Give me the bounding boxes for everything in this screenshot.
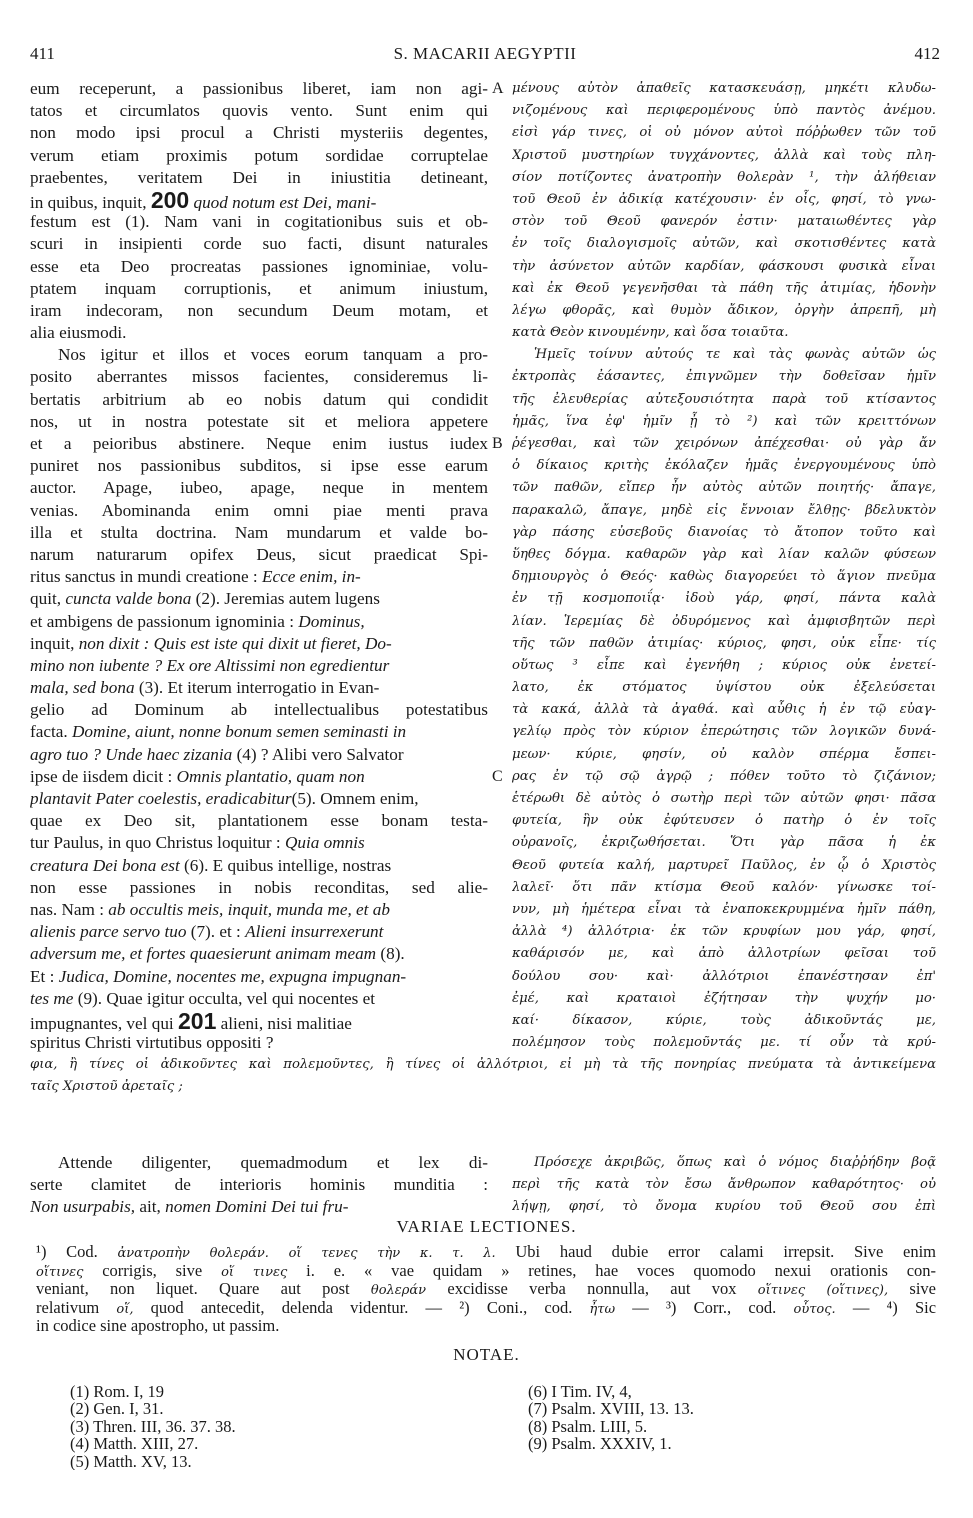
- scripture-quote: adversum me, et fortes quaesierunt animam meam: [30, 944, 377, 964]
- latin-line: [30, 943, 488, 965]
- greek-line: κατὰ Θεὸν κινουμένην, καὶ ὅσα τοιαῦτα.: [512, 325, 789, 341]
- latin-text: Et :: [30, 966, 55, 986]
- margin-mark-a: A: [492, 80, 504, 97]
- column-number-200: 200: [150, 188, 190, 212]
- latin-line: [30, 832, 488, 854]
- greek-line: στὸν τοῦ Θεοῦ φανερόν ἐστιν· ματαιωθέντες γὰρ: [512, 214, 936, 230]
- latin-line: puniret nos passionibus subditos, si ipse esse earum: [30, 456, 488, 476]
- latin-text: in quibus, inquit,: [30, 192, 147, 212]
- greek-line: τοῦ Θεοῦ ἐν ἀδικίᾳ κατέχουσιν· ἐν οἷς, φησί, τὸ γνω-: [512, 191, 936, 207]
- greek-line: ἀλλὰ ⁴) ἀλλότρια· ἐκ τῶν κρυφίων μου γάρ, φησί,: [512, 924, 936, 940]
- note-item: (4) Matth. XIII, 27.: [70, 1435, 199, 1453]
- latin-line: spiritus Christi virtutibus oppositi ?: [30, 1033, 274, 1053]
- variae-text: i. e. « vae quidam » retines, hae voces quomodo nexui orationis con-: [306, 1261, 936, 1280]
- latin-line: festum est (1). Nam vani in cogitationibus suis et ob-: [30, 212, 488, 232]
- latin-line: [30, 766, 488, 788]
- running-title: S. MACARII AEGYPTII: [393, 44, 577, 63]
- latin-line: alia eiusmodi.: [30, 323, 127, 343]
- greek-line: ταῖς Χριστοῦ ἀρεταῖς ;: [30, 1079, 183, 1095]
- greek-line: νιζομένους καὶ περιφερομένους ὑπὸ παντὸς ἀνέμου.: [512, 103, 936, 119]
- greek-line: λέγω φθορᾶς, καὶ θυμὸν ἄδικον, ὀργὴν ἀπρεπῆ, μὴ: [512, 302, 936, 318]
- variae-text: relativum: [36, 1298, 100, 1317]
- latin-text: impugnantes, vel qui: [30, 1013, 174, 1033]
- latin-line: [30, 633, 488, 655]
- latin-section-two: [30, 1152, 488, 1219]
- scripture-quote: Ecce enim, in-: [261, 567, 361, 587]
- scripture-quote: Quia omnis: [284, 833, 365, 853]
- latin-line: non esse passiones in nobis reconditas, sed alie-: [30, 877, 488, 897]
- scripture-quote: mino non iubente ?: [30, 655, 163, 675]
- latin-line: eum receperunt, a passionibus liberet, iam non agi-: [30, 79, 488, 98]
- latin-line: [30, 988, 488, 1010]
- greek-line: οὕτως ³ εἶπε καὶ ἐγενήθη ; κύριος οὐκ ἐνετεί-: [512, 657, 936, 673]
- latin-line: esse eta Deo procreatas passiones ignominiae, volu-: [30, 256, 488, 276]
- greek-line: ἐκτροπὰς ἐάσαντες, ἐπιγνῶμεν τὴν δοθεῖσαν ἡμῖν: [512, 369, 936, 385]
- greek-line: σίον ποτίζοντες ἀνατροπὴν θολερὰν ¹, τὴν ἀλήθειαν: [512, 169, 936, 185]
- variae-text: veniant, non liquet. Quare aut post: [36, 1280, 350, 1299]
- latin-text: (7). et :: [190, 922, 241, 942]
- greek-variant: οἵτινες: [36, 1264, 84, 1280]
- latin-line: [30, 588, 488, 610]
- note-item: (7) Psalm. XVIII, 13. 13.: [528, 1400, 694, 1418]
- latin-line: [30, 744, 488, 766]
- latin-text: et ambigens de passionum ignominia :: [30, 611, 294, 631]
- page-number-right: 412: [914, 44, 940, 63]
- latin-line: auctor. Apage, iubeo, apage, neque in mentem: [30, 478, 488, 498]
- greek-line: καί· δίκασον, κύριε, τοὺς ἀδικοῦντάς με,: [512, 1012, 936, 1028]
- latin-line: tatos et circumlatos quovis vento. Sunt enim qui: [30, 101, 488, 121]
- greek-line: μεων· κύριε, φησίν, οὐ καλὸν σπέρμα ἔσπει-: [512, 746, 936, 762]
- greek-line: νυν, μὴ ἡμέτερα εἶναι τὰ ἐναποκεκρυμμένα ἡμῖν πάθη,: [512, 901, 936, 917]
- latin-line: [30, 721, 488, 743]
- greek-line: λατο, ἐκ στόματος ὑψίστου οὐκ ἐξελεύσεται: [512, 680, 936, 696]
- greek-line: Πρόσεχε ἀκριβῶς, ὅπως καὶ ὁ νόμος διαῤῥήδην βοᾷ: [534, 1155, 936, 1170]
- scripture-quote: creatura Dei bona est: [30, 855, 180, 875]
- latin-line: nos, ut in nostra potestate sit et meliora appetere: [30, 411, 488, 431]
- note-item: (2) Gen. I, 31.: [70, 1400, 164, 1418]
- scripture-quote: quod notum est Dei, mani-: [193, 192, 377, 212]
- greek-line: δημιουργὸς ὁ Θεός· καθὼς διαγορεύει τὸ ἅγιον πνεῦμα: [512, 569, 936, 585]
- latin-line: Attende diligenter, quemadmodum et lex di-: [58, 1153, 488, 1172]
- scripture-quote: Judica, Domine, nocentes me, expugna impugnan-: [58, 966, 407, 986]
- variae-line: [36, 1262, 936, 1281]
- latin-line: [30, 966, 488, 988]
- greek-line: τῆς τῶν παθῶν ἀτιμίας· κύριος, φησι, οὐκ εἶπε· τίς: [512, 635, 936, 651]
- latin-text: facta.: [30, 722, 68, 742]
- greek-variant: ἦτω: [589, 1301, 616, 1317]
- variae-line: [36, 1243, 936, 1262]
- greek-line: μένους αὐτὸν ἀπαθεῖς κατασκευάσῃ, μηκέτι κλυδω-: [512, 81, 936, 96]
- greek-line: γελίῳ πρὸς τὸν κύριον ἐπερώτησις τῶν λογικῶν δυνά-: [512, 724, 936, 740]
- scripture-quote: alienis parce servo tuo: [30, 922, 187, 942]
- greek-line: Θεοῦ φυτεία καλή, μαρτυρεῖ Παῦλος, ἐν ᾧ ὁ Χριστὸς: [512, 857, 936, 873]
- greek-line: τὴν ἀσύνετον αὐτῶν καρδίαν, φάσκουσι φυσικὰ εἶναι: [512, 258, 936, 274]
- margin-mark-b: B: [492, 435, 503, 452]
- scripture-quote: Alieni insurrexerunt: [245, 922, 384, 942]
- latin-line: [30, 921, 488, 943]
- latin-line: [30, 855, 488, 877]
- variae-lectiones: [36, 1243, 936, 1336]
- variae-line: [36, 1299, 936, 1318]
- latin-text: nas. Nam :: [30, 899, 104, 919]
- variae-text: Ubi haud dubie error calami irrepsit. Sive enim: [515, 1243, 936, 1261]
- scripture-quote: Ex ore Altissimi non egredientur: [166, 655, 390, 675]
- latin-text: ipse de iisdem dicit :: [30, 766, 173, 786]
- latin-line: [30, 1010, 488, 1032]
- latin-line: [30, 1196, 488, 1218]
- greek-continuation: [30, 1054, 936, 1098]
- greek-line: ἐμέ, καὶ κραταιοὶ ἐζήτησαν τὴν ψυχήν μο·: [512, 990, 936, 1006]
- scripture-quote: Omnis plantatio, quam non: [176, 766, 365, 786]
- margin-mark-c: C: [492, 768, 503, 785]
- greek-line: καθάρισόν με, καὶ ἀπὸ ἀλλοτρίων φεῖσαι τοῦ: [512, 946, 936, 962]
- note-item: (8) Psalm. LIII, 5.: [528, 1417, 648, 1436]
- greek-line: εἰσὶ γάρ τινες, οἱ οὐ μόνον αὐτοὶ πόῤῥωθεν τῶν τοῦ: [512, 125, 936, 141]
- greek-line: καὶ ἐκ Θεοῦ γεγενῆσθαι τὰ πάθη τῆς ἀτιμίας, ἡδονὴν: [512, 280, 936, 296]
- latin-line: posito aberrantes missos facientes, consideremus li-: [30, 367, 488, 387]
- scripture-quote: mala, sed bona: [30, 678, 135, 698]
- greek-line: λαλεῖ· ὅτι πᾶν κτίσμα Θεοῦ καλόν· γίνωσκε τοί-: [512, 879, 936, 895]
- greek-line: ἡμᾶς, ἵνα ἐφ' ἡμῖν ᾖ τὸ ²) καὶ τῶν κρειττόνων: [512, 413, 936, 429]
- scripture-quote: Dominus,: [298, 611, 365, 631]
- latin-line: illa et stulta doctrina. Nam mundarum et valde bo-: [30, 522, 488, 542]
- latin-line: quae ex Deo sit, plantationem esse bonam testa-: [30, 811, 488, 831]
- greek-section-two: [512, 1152, 936, 1219]
- greek-line: περὶ τῆς κατὰ τὸν ἔσω ἄνθρωπον καθαρότητος· οὐ: [512, 1177, 936, 1193]
- latin-line: iram indecoram, non secundum Deum motam, et: [30, 300, 488, 320]
- latin-line: serte clamitet de interioris hominis munditia :: [30, 1175, 488, 1195]
- greek-line: λήψῃ, φησί, τὸ ὄνομα κυρίου τοῦ Θεοῦ σου ἐπὶ: [512, 1199, 936, 1215]
- greek-line: τῆς ἐλευθερίας αὐτεξουσιότητα παρὰ τοῦ κτίσαντος: [512, 391, 936, 407]
- scripture-quote: Non usurpabis,: [30, 1197, 136, 1217]
- variae-text: — ⁴) Sic: [852, 1298, 936, 1317]
- latin-text: ait,: [139, 1197, 161, 1217]
- scripture-quote: nomen Domini Dei tui fru-: [165, 1197, 349, 1217]
- variae-line: [36, 1280, 936, 1299]
- latin-line: [30, 611, 488, 633]
- scripture-quote: Domine, aiunt, nonne bonum semen seminasti in: [71, 722, 407, 742]
- latin-line: praebentes, veritatem Dei in iniustitia detineant,: [30, 167, 488, 187]
- greek-line: ἐν τοῖς διαλογισμοῖς αὐτῶν, καὶ σκοτισθέντες κατὰ: [512, 236, 936, 252]
- latin-text: alieni, nisi malitiae: [220, 1013, 352, 1033]
- variae-text: corrigis, sive: [102, 1261, 203, 1280]
- latin-line: [30, 189, 488, 211]
- greek-line: Χριστοῦ μυστηρίων τυγχάνοντες, ἀλλὰ καὶ τοὺς πλη-: [512, 147, 936, 163]
- latin-line: venias. Abominanda enim omni piae menti prava: [30, 500, 488, 520]
- column-number-201: 201: [177, 1009, 217, 1033]
- greek-line: τῶν παθῶν, εἴπερ ἦν αὐτὸς αὐτῶν ποιητής· ἄπαγε,: [512, 480, 936, 496]
- scripture-quote: non dixit : Quis est iste qui dixit ut fieret, Do-: [78, 633, 392, 653]
- greek-line: τὰ κακά, ἀλλὰ τὰ ἀγαθά. καὶ αὖθις ἡ ἐν τῷ εὐαγ-: [512, 702, 936, 718]
- latin-line: non modo ipsi procul a Christi mysteriis degentes,: [30, 123, 488, 143]
- variae-text: — ³) Corr., cod.: [632, 1298, 777, 1317]
- notae-right: [528, 1383, 908, 1453]
- greek-variant: οἵ,: [116, 1301, 134, 1317]
- latin-text: (4) ? Alibi vero Salvator: [236, 744, 404, 764]
- latin-line: [30, 677, 488, 699]
- latin-line: et a peioribus abstinere. Neque enim iustus iudex: [30, 434, 488, 453]
- greek-line: ὕηθες δόγμα. καθαρῶν γὰρ καὶ λίαν καλῶν φύσεων: [512, 546, 936, 562]
- greek-variant: οἵτινες (οἵτινες),: [757, 1283, 889, 1299]
- variae-line: in codice sine apostropho, ut passim.: [36, 1317, 280, 1336]
- scripture-quote: ab occultis meis, inquit, munda me, et ab: [108, 899, 390, 919]
- greek-line: δούλου σου· καὶ· ἀλλότριοι ἐπανέστησαν ἐπ': [512, 968, 936, 984]
- note-item: (1) Rom. I, 19: [70, 1383, 164, 1401]
- note-item: (5) Matth. XV, 13.: [70, 1452, 192, 1470]
- greek-column: [512, 78, 936, 1054]
- scripture-quote: agro tuo ? Unde haec zizania: [30, 744, 233, 764]
- greek-variant: οἵ τινες: [221, 1264, 288, 1280]
- variae-text: ¹) Cod.: [36, 1243, 98, 1261]
- notae-heading: NOTAE.: [453, 1345, 520, 1364]
- greek-line: πολέμησον τοὺς πολεμοῦντάς με. τί οὖν τὰ κρύ-: [512, 1035, 936, 1051]
- greek-variant: ἀνατροπὴν θολεράν. οἵ τενες τὴν κ. τ. λ.: [117, 1246, 496, 1261]
- greek-line: ὁ δίκαιος κριτὴς ἐκόλαζεν ἡμᾶς ἐνεργουμένους ὑπὸ: [512, 458, 936, 474]
- latin-text: (8).: [380, 944, 405, 964]
- scripture-quote: cuncta valde bona: [65, 589, 192, 609]
- greek-line: ῥέγεσθαι, καὶ τῶν χειρόνων ἀπέχεσθαι· οὐ γὰρ ἄν: [512, 436, 936, 451]
- latin-column: [30, 78, 488, 1054]
- latin-line: [30, 566, 488, 588]
- latin-text: inquit,: [30, 633, 75, 653]
- greek-line: Ἡμεῖς τοίνυν αὐτούς τε καὶ τὰς φωνὰς αὐτῶν ὡς: [534, 347, 936, 363]
- greek-line: οὐρανοῖς, ἐκριζωθήσεται. Ὅτι γὰρ πᾶσα ἡ ἐκ: [512, 835, 936, 851]
- latin-line: bertatis arbitrium ab eo nobis datum qui condidit: [30, 389, 488, 409]
- variae-heading: VARIAE LECTIONES.: [396, 1217, 577, 1236]
- variae-text: sive: [909, 1280, 936, 1299]
- greek-line: ἐν τῇ κοσμοποιΐᾳ· ἰδοὺ γάρ, φησί, πάντα καλὰ: [512, 591, 936, 607]
- latin-text: tur Paulus, in quo Christus loquitur :: [30, 833, 281, 853]
- latin-text: quit,: [30, 589, 62, 609]
- latin-text: (3). Et iterum interrogatio in Evan-: [138, 678, 380, 698]
- latin-line: narum naturarum opifex Deus, sicut praedicat Spi-: [30, 544, 488, 564]
- greek-line: ρας ἐν τῷ σῷ ἀγρῷ ; πόθεν τοῦτο τὸ ζιζάνιον;: [512, 768, 936, 784]
- scripture-quote: plantavit Pater coelestis, eradicabitur: [30, 789, 292, 808]
- latin-line: Nos igitur et illos et voces eorum tanquam a pro-: [58, 345, 488, 365]
- greek-line: φυτεία, ἣν οὐκ ἐφύτευσεν ὁ πατὴρ ὁ ἐν τοῖς: [512, 813, 936, 829]
- notae-left: [70, 1383, 450, 1470]
- note-item: (3) Thren. III, 36. 37. 38.: [70, 1417, 236, 1436]
- latin-text: (2). Jeremias autem lugens: [195, 589, 380, 609]
- latin-line: ptatem inquam corruptionis, et animum iniustum,: [30, 278, 488, 298]
- latin-text: (9). Quae igitur occulta, vel qui nocentes et: [77, 988, 376, 1008]
- latin-line: verum etiam proximis potum sordidae corruptelae: [30, 145, 488, 165]
- latin-text: ritus sanctus in mundi creatione :: [30, 567, 258, 587]
- latin-text: (5). Omnem enim,: [291, 789, 419, 808]
- greek-variant: οὗτος.: [793, 1301, 836, 1317]
- latin-line: gelio ad Dominum ab intellectualibus potestatibus: [30, 700, 488, 720]
- running-header: [30, 44, 940, 68]
- greek-line: παρακαλῶ, ἄπαγε, μηδὲ εἰς ἔννοιαν ἔλθῃς· βδελυκτὸν: [512, 502, 936, 518]
- variae-text: quod antecedit, delenda videntur. — ²) Coni., cod.: [150, 1298, 573, 1317]
- latin-line: [30, 899, 488, 921]
- scripture-quote: tes me: [30, 988, 74, 1008]
- latin-text: (6). E quibus intellige, nostras: [184, 855, 392, 875]
- latin-line: [30, 655, 488, 677]
- greek-variant: θολεράν: [370, 1283, 427, 1299]
- page-number-left: 411: [30, 44, 55, 63]
- note-item: (9) Psalm. XXXIV, 1.: [528, 1435, 672, 1453]
- greek-line: λίαν. Ἱερεμίας δὲ ὀδυρόμενος καὶ ἀμφισβητῶν περὶ: [512, 613, 936, 629]
- latin-line: scuri in insipienti corde suo facti, disunt naturales: [30, 234, 488, 254]
- greek-line: γὰρ πάσης εὐσεβοῦς διανοίας τὸ ἄτοπον τοῦτο καὶ: [512, 524, 936, 540]
- latin-line: [30, 788, 488, 810]
- note-item: (6) I Tim. IV, 4,: [528, 1383, 632, 1401]
- greek-line: ἑτέρωθι δὲ αὐτὸς ὁ σωτὴρ περὶ τῶν αὐτῶν φησι· πᾶσα: [512, 791, 936, 806]
- greek-line: φια, ἢ τίνες οἱ ἀδικοῦντες καὶ πολεμοῦντες, ἢ τίνες οἱ ἀλλότριοι, εἰ μὴ τὰ τῆς πονηρίας πνεύματα τὰ ἀντικείμενα: [30, 1057, 936, 1072]
- variae-text: excidisse verba nonnulla, aut vox: [447, 1280, 737, 1299]
